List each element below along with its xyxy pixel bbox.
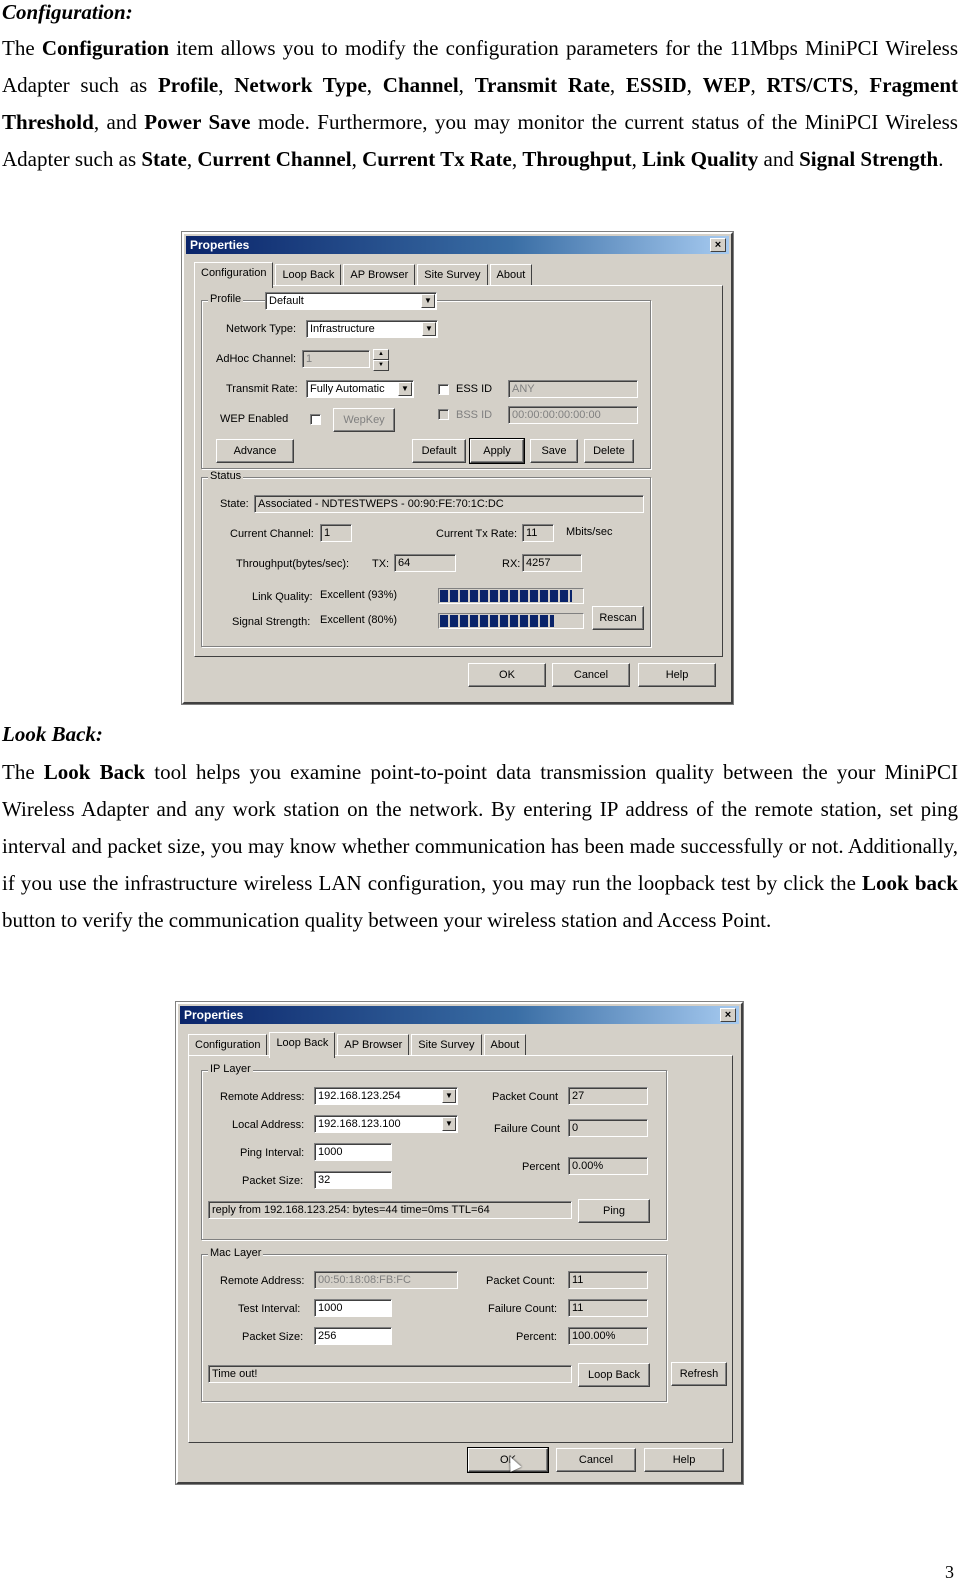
loop-back-panel <box>188 1055 733 1443</box>
tx-label: TX: <box>372 558 390 570</box>
link-quality-fill <box>440 590 572 602</box>
network-type-select[interactable] <box>306 320 438 338</box>
failure-count-field: 0 <box>568 1119 648 1137</box>
bold-term: Profile <box>157 73 219 97</box>
tab-about[interactable]: About <box>490 264 533 287</box>
mac-percent-field: 100.00% <box>568 1327 648 1345</box>
configuration-panel <box>194 285 723 657</box>
remote-address-select[interactable] <box>314 1087 458 1105</box>
failure-count-label: Failure Count <box>494 1123 561 1135</box>
packet-count-label: Packet Count <box>492 1091 559 1103</box>
ping-button[interactable]: Ping <box>578 1199 650 1223</box>
loop-back-button[interactable]: Loop Back <box>578 1363 650 1387</box>
rescan-button[interactable]: Rescan <box>592 606 644 630</box>
bssid-checkbox[interactable] <box>438 409 449 420</box>
bold-term: Network Type <box>234 73 367 97</box>
properties-dialog-configuration <box>182 232 733 704</box>
dialog-titlebar <box>180 1006 739 1024</box>
local-address-label: Local Address: <box>232 1119 305 1131</box>
signal-strength-label: Signal Strength: <box>232 616 311 628</box>
bold-term: Current Tx Rate <box>362 147 512 171</box>
mac-remote-address-field[interactable]: 00:50:18:08:FB:FC <box>314 1271 458 1289</box>
current-channel-label: Current Channel: <box>230 528 314 540</box>
mac-result-field: Time out! <box>208 1365 572 1383</box>
current-tx-rate-label: Current Tx Rate: <box>436 528 518 540</box>
tab-site-survey[interactable]: Site Survey <box>417 264 487 287</box>
bold-term: WEP <box>702 73 751 97</box>
mac-layer-group <box>201 1247 667 1402</box>
mac-failure-count-field: 11 <box>568 1299 648 1317</box>
adhoc-channel-field[interactable]: 1 <box>302 350 370 368</box>
bold-term: RTS/CTS <box>766 73 854 97</box>
tab-configuration[interactable]: Configuration <box>188 1034 267 1057</box>
bold-term: Throughput <box>522 147 632 171</box>
tab-loop-back[interactable]: Loop Back <box>275 264 341 287</box>
local-address-select[interactable] <box>314 1115 458 1133</box>
dialog-title: Properties <box>184 1008 244 1022</box>
cancel-button[interactable]: Cancel <box>552 663 630 687</box>
profile-label: Profile <box>210 293 242 305</box>
tab-strip <box>194 264 534 286</box>
mac-percent-label: Percent: <box>516 1331 557 1343</box>
bold-term: ESSID <box>625 73 687 97</box>
help-button[interactable]: Help <box>644 1448 724 1472</box>
signal-strength-value: Excellent (80%) <box>320 614 398 626</box>
tab-site-survey[interactable]: Site Survey <box>411 1034 481 1057</box>
current-tx-rate-field: 11 <box>522 524 554 542</box>
bold-term: Fragment Threshold <box>2 73 959 134</box>
ip-layer-group <box>201 1063 667 1240</box>
signal-strength-fill <box>440 615 554 627</box>
refresh-button[interactable]: Refresh <box>671 1362 727 1386</box>
spin-up-icon[interactable]: ▲ <box>373 349 389 360</box>
profile-value: Default <box>269 295 304 307</box>
configuration-heading: Configuration: <box>2 0 133 24</box>
mac-packet-size-field[interactable]: 256 <box>314 1327 392 1345</box>
signal-strength-bar <box>438 613 584 629</box>
tab-ap-browser[interactable]: AP Browser <box>343 264 415 287</box>
rx-field: 4257 <box>522 554 582 572</box>
bold-term: Power Save <box>144 110 251 134</box>
profile-group <box>201 293 651 469</box>
bold-term: Look Back <box>43 760 146 784</box>
mac-failure-count-label: Failure Count: <box>488 1303 558 1315</box>
remote-address-label: Remote Address: <box>220 1091 305 1103</box>
ping-interval-field[interactable]: 1000 <box>314 1143 392 1161</box>
tab-ap-browser[interactable]: AP Browser <box>337 1034 409 1057</box>
wepkey-button[interactable]: WepKey <box>333 408 395 432</box>
bold-term: Transmit Rate <box>474 73 610 97</box>
tx-field: 64 <box>394 554 456 572</box>
transmit-rate-label: Transmit Rate: <box>226 383 298 395</box>
tab-loop-back[interactable]: Loop Back <box>269 1032 335 1058</box>
essid-checkbox[interactable] <box>438 384 449 395</box>
ping-interval-label: Ping Interval: <box>240 1147 305 1159</box>
network-type-label: Network Type: <box>226 323 297 335</box>
close-icon[interactable]: × <box>720 1008 736 1022</box>
chevron-down-icon[interactable]: ▼ <box>422 322 436 336</box>
packet-size-field[interactable]: 32 <box>314 1171 392 1189</box>
dialog-titlebar <box>186 236 729 254</box>
wep-enabled-label: WEP Enabled <box>220 413 289 425</box>
status-label: Status <box>210 470 242 482</box>
rx-label: RX: <box>502 558 521 570</box>
state-label: State: <box>220 498 249 510</box>
essid-field[interactable]: ANY <box>508 380 638 398</box>
test-interval-field[interactable]: 1000 <box>314 1299 392 1317</box>
page-number: 3 <box>945 1562 954 1582</box>
mac-packet-count-label: Packet Count: <box>486 1275 556 1287</box>
tx-rate-unit: Mbits/sec <box>566 526 613 538</box>
current-channel-field: 1 <box>320 524 352 542</box>
tab-configuration[interactable]: Configuration <box>194 262 273 288</box>
bssid-label: BSS ID <box>456 409 493 421</box>
throughput-label: Throughput(bytes/sec): <box>236 558 350 570</box>
bssid-field[interactable]: 00:00:00:00:00:00 <box>508 406 638 424</box>
bold-term: Current Channel <box>197 147 352 171</box>
ok-button[interactable]: OK <box>468 663 546 687</box>
configuration-paragraph: The Configuration item allows you to modify the configuration parameters for the 11Mbps MiniPCI Wireless Adapter such as Profile, Network Type, Channel, Transmit Rate, ESSID, WEP, RTS/CTS, Fragment Threshold, and Power Save mode. Furthermore, you may monitor the current status of the MiniPCI Wireless Adapter such as State, Current Channel, Current Tx Rate, Throughput, Link Quality and Signal Strength. <box>2 36 959 171</box>
bold-term: Look back <box>862 871 958 895</box>
link-quality-label: Link Quality: <box>252 591 313 603</box>
mac-layer-label: Mac Layer <box>210 1247 262 1259</box>
help-button[interactable]: Help <box>638 663 716 687</box>
look-back-paragraph: The Look Back tool helps you examine point-to-point data transmission quality between the your MiniPCI Wireless Adapter and any work station on the network. By entering IP address of the remote station, set ping interval and packet size, you may know whether communication has been made successfully or not. Additionally, if you use the infrastructure wireless LAN configuration, you may run the loopback test by click the Look back button to verify the communication quality between your wireless station and Access Point. <box>2 760 958 932</box>
status-group <box>201 470 651 647</box>
delete-button[interactable]: Delete <box>584 439 634 463</box>
wep-enabled-checkbox[interactable] <box>310 414 321 425</box>
bold-term: State <box>141 147 187 171</box>
profile-select[interactable] <box>265 292 437 310</box>
save-button[interactable]: Save <box>530 439 578 463</box>
apply-button[interactable]: Apply <box>470 439 524 463</box>
essid-label: ESS ID <box>456 383 493 395</box>
bold-term: Channel <box>382 73 459 97</box>
packet-count-field: 27 <box>568 1087 648 1105</box>
default-button[interactable]: Default <box>412 439 466 463</box>
mac-packet-size-label: Packet Size: <box>242 1331 304 1343</box>
mac-packet-count-field: 11 <box>568 1271 648 1289</box>
chevron-down-icon[interactable]: ▼ <box>421 294 435 308</box>
ip-result-field: reply from 192.168.123.254: bytes=44 time=0ms TTL=64 <box>208 1201 572 1219</box>
link-quality-value: Excellent (93%) <box>320 589 398 601</box>
bold-term: Configuration <box>41 36 170 60</box>
cancel-button[interactable]: Cancel <box>556 1448 636 1472</box>
spin-down-icon[interactable]: ▼ <box>373 360 389 371</box>
chevron-down-icon[interactable]: ▼ <box>442 1117 456 1131</box>
test-interval-label: Test Interval: <box>238 1303 301 1315</box>
bold-term: Link Quality <box>642 147 759 171</box>
ip-layer-label: IP Layer <box>210 1063 251 1075</box>
chevron-down-icon[interactable]: ▼ <box>442 1089 456 1103</box>
transmit-rate-value: Fully Automatic <box>310 383 385 395</box>
chevron-down-icon[interactable]: ▼ <box>398 382 412 396</box>
bold-term: Signal Strength <box>799 147 939 171</box>
dialog-title: Properties <box>190 238 250 252</box>
percent-field: 0.00% <box>568 1157 648 1175</box>
network-type-value: Infrastructure <box>310 323 375 335</box>
look-back-heading: Look Back: <box>2 722 103 746</box>
percent-label: Percent <box>522 1161 560 1173</box>
close-icon[interactable]: × <box>710 238 726 252</box>
tab-about[interactable]: About <box>484 1034 527 1057</box>
packet-size-label: Packet Size: <box>242 1175 304 1187</box>
adhoc-channel-spinner[interactable] <box>373 349 389 369</box>
transmit-rate-select[interactable] <box>306 380 414 398</box>
state-field: Associated - NDTESTWEPS - 00:90:FE:70:1C:DC <box>254 495 644 513</box>
mac-remote-address-label: Remote Address: <box>220 1275 305 1287</box>
tab-strip <box>188 1034 528 1056</box>
properties-dialog-loop-back <box>176 1002 743 1484</box>
local-address-value: 192.168.123.100 <box>318 1118 401 1130</box>
advance-button[interactable]: Advance <box>216 439 294 463</box>
ok-button[interactable]: OK <box>468 1448 548 1472</box>
remote-address-value: 192.168.123.254 <box>318 1090 401 1102</box>
adhoc-channel-label: AdHoc Channel: <box>216 353 297 365</box>
link-quality-bar <box>438 588 584 604</box>
